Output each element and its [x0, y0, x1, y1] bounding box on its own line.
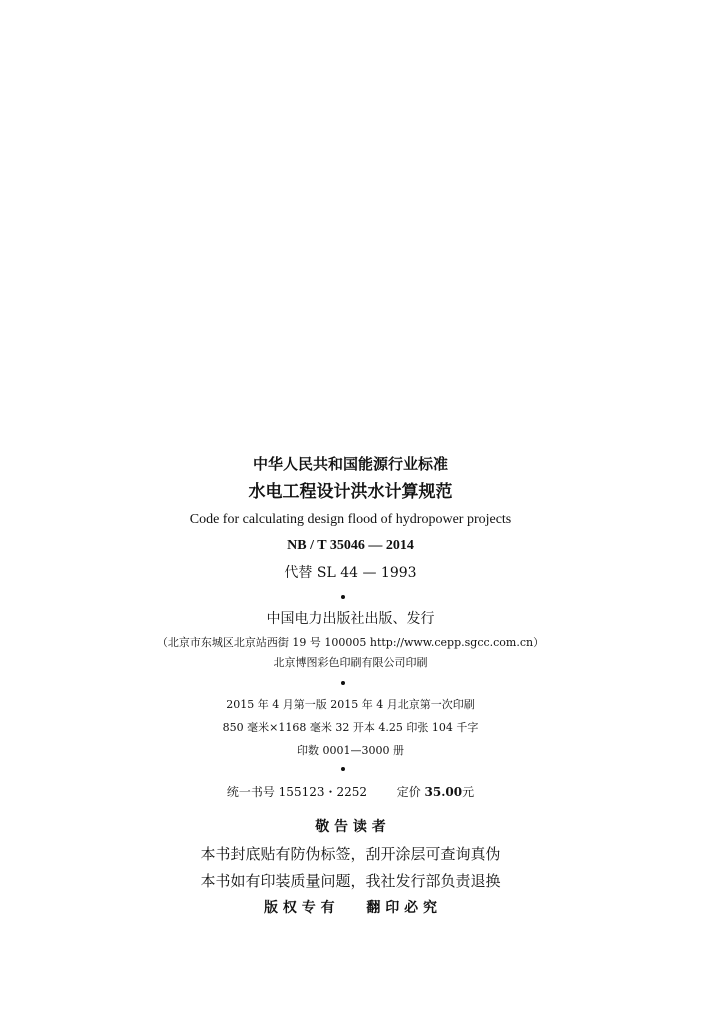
- copyright-left: 版 权 专 有: [264, 900, 335, 916]
- separator-dot-3: [341, 767, 345, 771]
- format-info: 850 毫米×1168 毫米 32 开本 4.25 印张 104 千字: [222, 721, 479, 734]
- book-number: 统一书号 155123・2252: [226, 785, 368, 799]
- notice-line-2: 本书如有印装质量问题，我社发行部负责退换: [200, 872, 501, 890]
- book-number-and-price: [0, 786, 701, 798]
- standard-number: NB / T 35046 — 2014: [287, 538, 414, 553]
- price-value: 35.00: [424, 785, 463, 799]
- separator-dot-2: [341, 681, 345, 685]
- price-unit: 元: [462, 785, 475, 799]
- print-run: 印数 0001—3000 册: [297, 744, 404, 757]
- copyright-right: 翻 印 必 究: [366, 900, 437, 916]
- edition-info: 2015 年 4 月第一版 2015 年 4 月北京第一次印刷: [226, 698, 475, 711]
- notice-heading: 敬 告 读 者: [315, 819, 386, 835]
- replaces-standard: 代替 SL 44 — 1993: [284, 565, 417, 581]
- standard-series: 中华人民共和国能源行业标准: [252, 455, 448, 473]
- title-cn: 水电工程设计洪水计算规范: [248, 482, 453, 502]
- notice-line-1: 本书封底贴有防伪标签，刮开涂层可查询真伪: [200, 845, 501, 863]
- title-en: Code for calculating design flood of hydropower projects: [189, 512, 512, 527]
- price-label: 定价: [396, 785, 421, 799]
- publisher-address: （北京市东城区北京站西街 19 号 100005 http://www.cepp.sgcc.com.cn）: [156, 636, 545, 649]
- copyright-notice: [0, 901, 701, 915]
- printer: 北京博图彩色印刷有限公司印刷: [273, 656, 428, 669]
- publisher: 中国电力出版社出版、发行: [266, 611, 435, 627]
- separator-dot-1: [341, 595, 345, 599]
